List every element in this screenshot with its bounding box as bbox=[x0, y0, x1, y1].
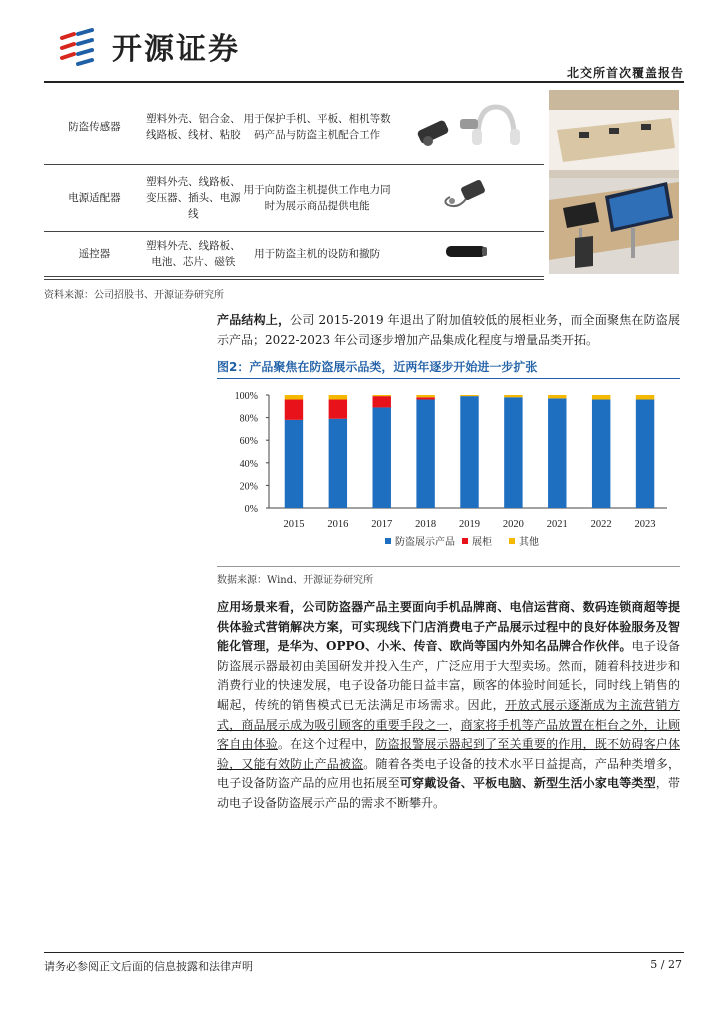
bar-main-2022 bbox=[592, 400, 610, 508]
bar-main-2016 bbox=[329, 419, 347, 508]
paragraph-lead: 产品结构上， bbox=[217, 313, 291, 327]
bar-cabinet-2018 bbox=[416, 397, 434, 399]
paragraph-segment: 电子设备防盗展示器最初由美国研发并投入生产，广泛应用于大型卖场。然而，随着科技进步和消费行业的快速发展，电子设备功能日益丰富，顾客的体验时间延长，同时线上销售的崛起，传统的销售模式已无法满足市场需求。因此， bbox=[217, 639, 680, 712]
paragraph-segment: 防盗报警展示器起到了至关重要的作用，既不妨碍客户体验，又能有效防止产品被盗 bbox=[217, 737, 680, 771]
store-display-photo bbox=[549, 90, 679, 274]
table-bottom-rule bbox=[44, 279, 544, 280]
paragraph-segment: ，带动电子设备防盗展示产品的需求不断攀升。 bbox=[217, 776, 680, 810]
product-material: 塑料外壳、铝合金、线路板、线材、粘胶 bbox=[145, 90, 242, 165]
paragraph-segment: 应用场景来看，公司防盗器产品主要面向手机品牌商、电信运营商、数码连锁商超等提供体验式营销解决方案，可实现线下门店消费电子产品展示过程中的良好体验服务及智能化管理，是华为、OPPO、小米、传音、欧尚等国内外知名品牌合作伙伴。 bbox=[217, 600, 680, 654]
revenue-mix-chart bbox=[217, 380, 680, 565]
paragraph-body: 公司 2015-2019 年退出了附加值较低的展柜业务，而全面聚焦在防盗展示产品；2022-2023 年公司逐步增加产品集成化程度与增量品类开拓。 bbox=[217, 313, 680, 347]
bar-main-2020 bbox=[504, 397, 522, 508]
legend-label: 防盗展示产品 bbox=[395, 537, 455, 548]
table-row bbox=[44, 165, 544, 232]
disclaimer-note: 请务必参阅正文后面的信息披露和法律声明 bbox=[44, 960, 253, 973]
bar-main-2023 bbox=[636, 400, 654, 508]
bar-main-2021 bbox=[548, 398, 566, 508]
table-source-note: 资料来源：公司招股书、开源证券研究所 bbox=[44, 290, 224, 301]
x-tick-label: 2019 bbox=[459, 519, 480, 530]
x-tick-label: 2023 bbox=[634, 519, 656, 530]
page-number: 5 / 27 bbox=[650, 958, 682, 971]
paragraph-segment: 开放式展示逐渐成为主流营销方式，商品展示成为吸引顾客的重要手段之一 bbox=[217, 697, 680, 732]
paragraph-segment: ， bbox=[448, 717, 461, 732]
bar-other-2022 bbox=[592, 395, 610, 400]
x-tick-label: 2021 bbox=[546, 519, 568, 530]
x-tick-label: 2017 bbox=[371, 519, 393, 530]
bar-cabinet-2015 bbox=[285, 400, 303, 420]
legend-label: 展柜 bbox=[472, 537, 492, 548]
legend-label: 其他 bbox=[519, 537, 539, 548]
x-tick-label: 2022 bbox=[590, 519, 612, 530]
paragraph-segment: 。在这个过程中， bbox=[277, 737, 376, 752]
x-tick-label: 2016 bbox=[327, 519, 349, 530]
bar-other-2017 bbox=[373, 395, 391, 396]
bar-other-2016 bbox=[329, 395, 347, 400]
bar-other-2018 bbox=[416, 395, 434, 397]
y-tick-label: 60% bbox=[239, 436, 258, 448]
product-material: 塑料外壳、线路板、电池、芯片、磁铁 bbox=[145, 232, 242, 277]
product-material: 塑料外壳、线路板、变压器、插头、电源线 bbox=[145, 165, 242, 232]
bar-cabinet-2016 bbox=[329, 400, 347, 419]
figure-bottom-rule bbox=[217, 566, 680, 567]
product-name: 遥控器 bbox=[44, 232, 145, 277]
brand-logo-icon bbox=[58, 26, 106, 66]
bar-main-2017 bbox=[373, 407, 391, 508]
y-tick-label: 100% bbox=[234, 391, 258, 402]
bar-other-2023 bbox=[636, 395, 654, 400]
y-tick-label: 40% bbox=[239, 458, 258, 470]
paragraph-segment: 可穿戴设备、平板电脑、新型生活小家电等类型 bbox=[399, 776, 656, 791]
bar-other-2020 bbox=[504, 395, 522, 397]
bar-cabinet-2017 bbox=[373, 396, 391, 407]
figure-source-note: 数据来源：Wind、开源证券研究所 bbox=[217, 575, 374, 586]
application-scenario-paragraph bbox=[217, 598, 680, 814]
y-tick-label: 0% bbox=[244, 504, 258, 515]
x-tick-label: 2015 bbox=[283, 519, 305, 530]
product-usage: 用于防盗主机的设防和撤防 bbox=[242, 232, 392, 277]
bar-other-2015 bbox=[285, 395, 303, 400]
bar-main-2019 bbox=[460, 396, 478, 508]
product-name: 防盗传感器 bbox=[44, 90, 145, 165]
x-tick-label: 2020 bbox=[502, 519, 524, 530]
product-name: 电源适配器 bbox=[44, 165, 145, 232]
table-row bbox=[44, 232, 544, 277]
headphone-sensor-icon bbox=[408, 95, 528, 153]
bar-main-2018 bbox=[416, 400, 434, 508]
x-tick-label: 2018 bbox=[415, 519, 437, 530]
remote-control-icon bbox=[438, 241, 498, 261]
paragraph-segment: 。随着各类电子设备的技术水平日益提高，产品种类增多，电子设备防盗产品的应用也拓展至 bbox=[217, 756, 680, 791]
product-usage: 用于向防盗主机提供工作电力同时为展示商品提供电能 bbox=[242, 165, 392, 232]
product-table bbox=[44, 90, 544, 277]
brand-name: 开源证券 bbox=[112, 32, 240, 67]
legend-swatch bbox=[385, 538, 391, 544]
table-row bbox=[44, 90, 544, 165]
legend-swatch bbox=[509, 538, 515, 544]
footer-divider bbox=[44, 952, 684, 953]
bar-other-2021 bbox=[548, 395, 566, 398]
power-adapter-icon bbox=[438, 175, 498, 215]
header-divider bbox=[44, 81, 684, 83]
figure-title: 图2：产品聚焦在防盗展示品类，近两年逐步开始进一步扩张 bbox=[217, 360, 538, 374]
bar-main-2015 bbox=[285, 420, 303, 508]
bar-other-2019 bbox=[460, 395, 478, 396]
report-type: 北交所首次覆盖报告 bbox=[566, 66, 684, 80]
product-structure-paragraph bbox=[217, 310, 680, 350]
paragraph-segment: 商家将手机等产品放置在柜台之外，让顾客自由体验 bbox=[217, 717, 680, 752]
y-tick-label: 20% bbox=[239, 481, 258, 493]
y-tick-label: 80% bbox=[239, 413, 258, 425]
figure-title-rule bbox=[217, 378, 680, 379]
product-usage: 用于保护手机、平板、相机等数码产品与防盗主机配合工作 bbox=[242, 90, 392, 165]
legend-swatch bbox=[462, 538, 468, 544]
